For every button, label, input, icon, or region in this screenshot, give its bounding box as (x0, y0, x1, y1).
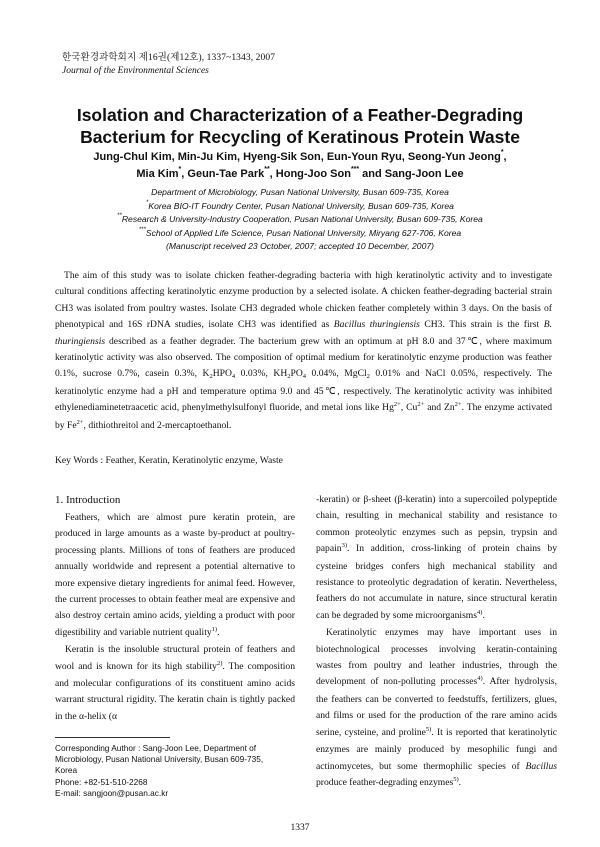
right-column (316, 492, 557, 792)
affiliations (40, 186, 560, 254)
abstract-text: The aim of this study was to isolate chicken feather-degrading bacteria with high keratinolytic activity and to investigate cultural conditions affecting keratinolytic enzyme production by a selected isolate. A chicken feather-degrading bacterial strain CH3 was isolated from poultry wastes. Isolate CH3 degraded whole chicken feather completely within 3 days. On the basis of phenotypical and 16S rDNA studies, isolate CH3 was identified as Bacillus thuringiensis CH3. This strain is the first B. thuringiensis described as a feather degrader. The bacterium grew with an optimum at pH 8.0 and 37℃, where maximum keratinolytic activity was also observed. The composition of optimal medium for keratinolytic enzyme production was feather 0.1%, sucrose 0.7%, casein 0.3%, $K_2HPO_4$ 0.03%, $KH_2PO_4$ 0.04%, MgCl$_2$ 0.01% and NaCl 0.05%, respectively. The keratinolytic enzyme had a pH and temperature optima 9.0 and 45℃, respectively. The keratinolytic activity was inhibited ethylenediaminetetraacetic acid, phenylmethylsulfonyl fluoride, and metal ions like $Hg^{2+}$, $Cu^{2+}$ and $Zn^{2+}$. The enzyme activated by $Fe^{2+}$, dithiothreitol and 2-mercaptoethanol. (55, 270, 552, 431)
corresponding-author-footnote (55, 743, 300, 799)
footnote-phone: Phone: +82-51-510-2268 (55, 776, 148, 787)
journal-name: Journal of the Environmental Sciences (62, 66, 209, 76)
left-column (55, 492, 295, 725)
title-line-2: Bacterium for Recycling of Keratinous Protein Waste (80, 127, 520, 147)
footnote-line: Corresponding Author : Sang-Joon Lee, Department of (55, 743, 257, 753)
footnote-line: Microbiology, Pusan National University, Busan 609-735, (55, 754, 264, 765)
footnote-email: E-mail: sangjoon@pusan.ac.kr (55, 787, 169, 798)
intro-paragraph-1: Feathers, which are almost pure keratin protein, are produced in large amounts as a waste by-product at poultry-processing plants. Millions of tons of feathers are produced annually worldwide and represent a potential alternative to more expensive dietary ingredients for animal feed. However, the current processes to obtain feather meal are expensive and also destroy certain amino acids, yielding a product with poor digestibility and variable nutrient quality$^{1)}$. (55, 512, 295, 638)
manuscript-dates: (Manuscript received 23 October, 2007; accepted 10 December, 2007) (166, 241, 434, 251)
affiliation-1: Department of Microbiology, Pusan National University, Busan 609-735, Korea (151, 187, 449, 197)
paper-title (40, 104, 560, 148)
keywords: Key Words : Feather, Keratin, Keratinolytic enzyme, Waste (55, 455, 283, 466)
journal-header (62, 52, 362, 78)
author-line-2: Mia Kim*, Geun-Tae Park**, Hong-Joo Son*** and Sang-Joon Lee (136, 166, 464, 180)
author-line-1: Jung-Chul Kim, Min-Ju Kim, Hyeng-Sik Son, Eun-Youn Ryu, Seong-Yun Jeong*, (93, 149, 507, 163)
page-number: 1337 (290, 823, 310, 833)
author-list (40, 149, 560, 183)
footnote-line: Korea (55, 765, 78, 776)
affiliation-2: *Korea BIO-IT Foundry Center, Pusan National University, Busan 609-735, Korea (146, 199, 454, 211)
section-title-introduction: 1. Introduction (55, 494, 121, 506)
footnote-divider (55, 737, 170, 738)
intro-paragraph-3: Keratinolytic enzymes may have important uses in biotechnological processes involving keratin-containing wastes from poultry and leather industries, through the development of non-polluting processes$^{4)}$. After hydrolysis, the feathers can be converted to feedstuffs, fertilizers, glues, and films or used for the production of the rare amino acids serine, cysteine, and proline$^{5)}$. It is reported that keratinolytic enzymes are mainly produced by mesophilic fungi and actinomycetes, but some thermophilic species of Bacillus produce feather-degrading enzymes$^{5)}$. (316, 627, 558, 788)
affiliation-3: **Research & University-Industry Cooperation, Pusan National University, Busan 609-735, Korea (117, 213, 483, 224)
journal-volume-info: 한국환경과학회지 제16권(제12호), 1337~1343, 2007 (62, 53, 276, 63)
intro-paragraph-2: Keratin is the insoluble structural protein of feathers and wool and is known for its high stability$^{2)}$. The composition and molecular configurations of its constituent amino acids warrant structural rigidity. The keratin chain is tightly packed in the α-helix (α (55, 644, 295, 722)
affiliation-4: ***School of Applied Life Science, Pusan National University, Miryang 627-706, Korea (138, 226, 462, 238)
intro-paragraph-2-continued: -keratin) or β-sheet (β-keratin) into a supercoiled polypeptide chain, resulting in mechanical stability and resistance to common proteolytic enzymes such as pepsin, trypsin and papain$^{3)}$. In addition, cross-linking of protein chains by cysteine bridges confers high mechanical stability and resistance to proteolytic degradation of keratin. Nevertheless, feathers do not accumulate in nature, since structural keratin can be degraded by some microorganisms$^{4)}$. (316, 494, 557, 621)
title-line-1: Isolation and Characterization of a Feather-Degrading (76, 105, 524, 125)
abstract (55, 268, 552, 435)
